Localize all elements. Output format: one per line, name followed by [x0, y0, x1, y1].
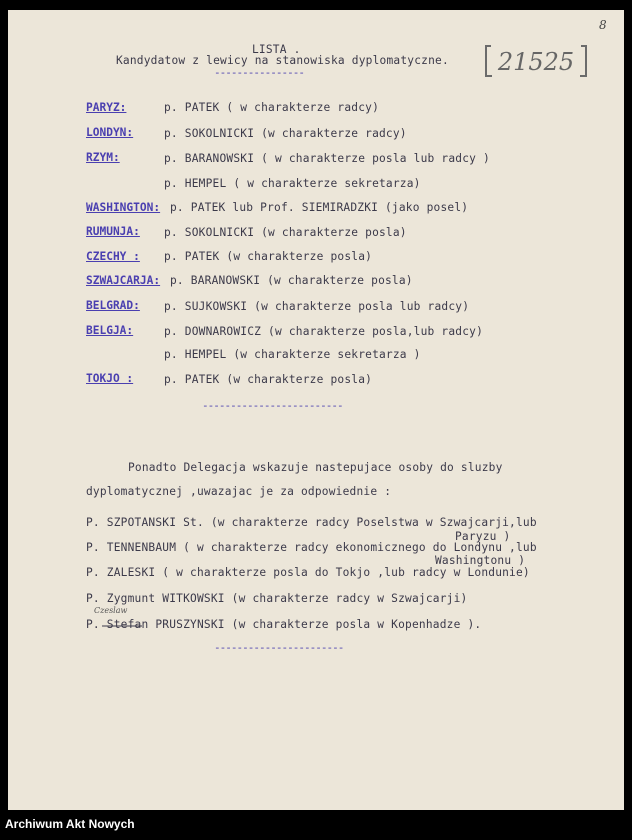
- list-item: p. HEMPEL (w charakterze sekretarza ): [164, 348, 421, 361]
- city-label: RUMUNJA:: [86, 225, 140, 238]
- city-label: SZWAJCARJA:: [86, 274, 161, 287]
- divider-line: -------------------------: [202, 399, 343, 412]
- person-entry: P. Zygmunt WITKOWSKI (w charakterze radcy w Szwajcarji): [86, 592, 468, 605]
- person-entry: P. Stefan PRUSZYNSKI (w charakterze posla w Kopenhadze ).: [86, 618, 482, 631]
- document-subtitle: Kandydatow z lewicy na stanowiska dyplomatyczne.: [116, 54, 449, 67]
- person-note: Washingtonu ): [435, 554, 526, 567]
- archive-number-stamp: [483, 42, 589, 80]
- city-label: CZECHY :: [86, 250, 140, 263]
- city-label: BELGJA:: [86, 324, 134, 337]
- divider-line: -----------------------: [214, 641, 344, 654]
- city-label: RZYM:: [86, 151, 120, 164]
- city-label: WASHINGTON:: [86, 201, 161, 214]
- list-item: p. PATEK lub Prof. SIEMIRADZKI (jako posel): [170, 201, 469, 214]
- strikethrough: [102, 621, 142, 631]
- handwritten-correction: Czeslaw: [94, 606, 128, 615]
- list-item: p. SOKOLNICKI (w charakterze radcy): [164, 127, 407, 140]
- archive-watermark: Archiwum Akt Nowych: [5, 817, 135, 831]
- list-item: p. BARANOWSKI ( w charakterze posla lub radcy ): [164, 152, 490, 165]
- city-label: TOKJO :: [86, 372, 134, 385]
- list-item: p. SUJKOWSKI (w charakterze posla lub radcy): [164, 300, 470, 313]
- list-item: p. PATEK (w charakterze posla): [164, 373, 373, 386]
- list-item: p. PATEK ( w charakterze radcy): [164, 101, 379, 114]
- list-item: p. HEMPEL ( w charakterze sekretarza): [164, 177, 421, 190]
- person-note: Paryzu ): [455, 530, 511, 543]
- person-entry: P. TENNENBAUM ( w charakterze radcy ekonomicznego do Londynu ,lub: [86, 541, 537, 554]
- person-entry: P. SZPOTANSKI St. (w charakterze radcy Poselstwa w Szwajcarji,lub: [86, 516, 537, 529]
- list-item: p. PATEK (w charakterze posla): [164, 250, 373, 263]
- title-underline: ----------------: [214, 66, 304, 79]
- list-item: p. DOWNAROWICZ (w charakterze posla,lub radcy): [164, 325, 484, 338]
- page-number: 8: [599, 18, 607, 32]
- city-label: BELGRAD:: [86, 299, 140, 312]
- paragraph-line: Ponadto Delegacja wskazuje nastepujace osoby do sluzby: [128, 461, 503, 474]
- list-item: p. SOKOLNICKI (w charakterze posla): [164, 226, 407, 239]
- document-title: LISTA .: [252, 43, 301, 56]
- paragraph-line: dyplomatycznej ,uwazajac je za odpowiednie :: [86, 485, 392, 498]
- archive-number: 21525: [497, 48, 575, 76]
- city-label: PARYZ:: [86, 101, 127, 114]
- person-entry: P. ZALESKI ( w charakterze posla do Tokjo ,lub radcy w Londunie): [86, 566, 530, 579]
- city-label: LONDYN:: [86, 126, 134, 139]
- list-item: p. BARANOWSKI (w charakterze posla): [170, 274, 413, 287]
